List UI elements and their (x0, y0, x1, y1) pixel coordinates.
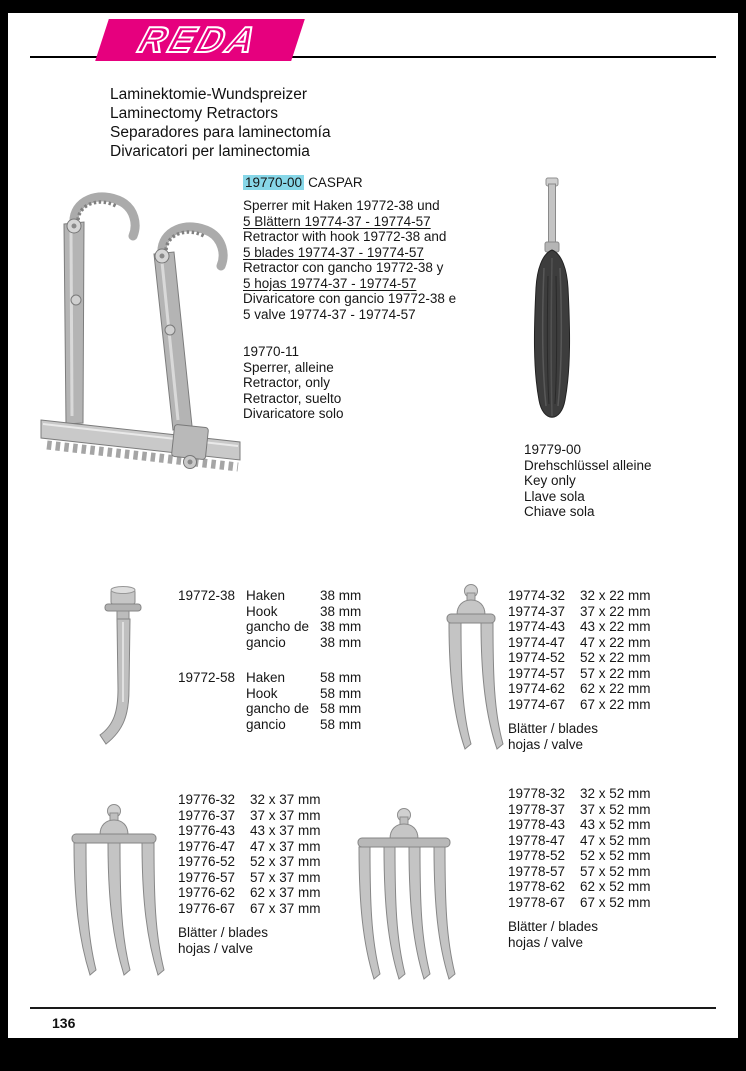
hook-row (246, 604, 361, 620)
description-line: Retractor con gancho 19772-38 y (243, 260, 444, 275)
two-prong-blade-drawing (436, 582, 506, 760)
blade-size: 62 x 52 mm (580, 879, 651, 894)
hook-row (246, 701, 361, 717)
blade-rows (508, 786, 651, 910)
hook-size: 58 mm (320, 716, 362, 732)
blade-code: 19774-62 (508, 681, 566, 696)
blade-code: 19774-32 (508, 588, 566, 603)
title-line: Divaricatori per laminectomia (110, 143, 310, 160)
hook-name: gancio (246, 634, 286, 650)
blade-row (178, 885, 321, 901)
hook-rows (246, 588, 361, 650)
text-line: Retractor, only (243, 375, 331, 390)
key-only-block (524, 442, 652, 520)
hook-size: 58 mm (320, 701, 362, 716)
text-line: Divaricatore solo (243, 406, 344, 421)
blade-size: 57 x 52 mm (580, 863, 651, 879)
blade-table-19776 (178, 792, 321, 956)
title-line: Separadores para laminectomía (110, 124, 331, 141)
blade-size: 47 x 22 mm (580, 634, 651, 650)
text-line: Sperrer, alleine (243, 359, 334, 375)
blade-row (508, 848, 651, 864)
blade-caption (178, 925, 321, 956)
blade-code: 19774-67 (508, 696, 566, 712)
blade-size: 52 x 22 mm (580, 650, 651, 665)
hook-block-38 (178, 588, 361, 650)
hook-rows (246, 670, 361, 732)
reda-logo-text: REDA (133, 19, 265, 60)
blade-row (508, 895, 651, 911)
blade-rows (508, 588, 651, 712)
blade-row (178, 854, 321, 870)
caption-line: Blätter / blades (508, 721, 599, 736)
hook-code: 19772-58 (178, 670, 236, 685)
blade-code: 19778-47 (508, 832, 566, 848)
blade-size: 32 x 37 mm (250, 792, 321, 807)
blade-rows (178, 792, 321, 916)
blade-code: 19776-32 (178, 792, 236, 807)
blade-size: 43 x 22 mm (580, 619, 651, 634)
blade-code: 19778-37 (508, 801, 566, 817)
blade-code: 19776-67 (178, 900, 236, 916)
caption-line: hojas / valve (508, 736, 584, 752)
blade-size: 62 x 22 mm (580, 681, 651, 696)
hook-name: Hook (246, 685, 278, 701)
hook-size: 58 mm (320, 685, 362, 701)
blade-size: 57 x 37 mm (250, 869, 321, 885)
hook-table (178, 588, 361, 752)
text-line: Retractor, suelto (243, 390, 342, 406)
hook-row (246, 635, 361, 651)
blade-row (178, 839, 321, 855)
blade-size: 37 x 37 mm (250, 807, 321, 823)
page-border-bottom (0, 1038, 746, 1071)
blade-code: 19776-57 (178, 869, 236, 885)
hook-name: gancio (246, 716, 286, 732)
caption-line: Blätter / blades (508, 919, 599, 934)
page-border-right (738, 0, 746, 1071)
hook-row (246, 619, 361, 635)
hook-name: Haken (246, 670, 286, 685)
title-line: Laminectomy Retractors (110, 105, 278, 122)
hook-size: 38 mm (320, 619, 362, 634)
text-line: Drehschlüssel alleine (524, 457, 652, 473)
blade-row (178, 870, 321, 886)
retractor-only-block (243, 344, 344, 422)
blade-row (508, 666, 651, 682)
hook-name: Hook (246, 603, 278, 619)
blade-row (178, 792, 321, 808)
blade-size: 67 x 52 mm (580, 894, 651, 910)
description-line: 5 blades 19774-37 - 19774-57 (243, 244, 424, 260)
blade-code: 19778-32 (508, 786, 566, 801)
blade-row (508, 650, 651, 666)
blade-caption (508, 919, 651, 950)
hook-row (246, 588, 361, 604)
caption-line: Blätter / blades (178, 925, 269, 940)
blade-size: 32 x 52 mm (580, 786, 651, 801)
blade-size: 37 x 22 mm (580, 603, 651, 619)
three-prong-blade-drawing (58, 802, 170, 988)
blade-code: 19776-62 (178, 885, 236, 900)
blade-row (178, 808, 321, 824)
blade-code: 19774-52 (508, 650, 566, 665)
blade-row (508, 588, 651, 604)
blade-size: 67 x 22 mm (580, 696, 651, 712)
hook-name: gancho de (246, 619, 310, 634)
page-border-left (0, 0, 8, 1071)
hook-photo (84, 584, 164, 761)
four-prong-blade-photo (350, 806, 458, 999)
blade-size: 43 x 37 mm (250, 823, 321, 838)
blade-row (508, 817, 651, 833)
blade-row (178, 901, 321, 917)
key-drawing (516, 176, 588, 434)
blade-size: 67 x 37 mm (250, 900, 321, 916)
hook-drawing (84, 584, 164, 756)
blade-row (508, 802, 651, 818)
blade-size: 32 x 22 mm (580, 588, 651, 603)
blade-code: 19776-37 (178, 807, 236, 823)
two-prong-blade-photo (436, 582, 506, 765)
blade-code: 19776-52 (178, 854, 236, 869)
key-photo (516, 176, 588, 439)
blade-table-19778 (508, 786, 651, 950)
product-code: 19770-11 (243, 344, 300, 359)
blade-table-19774 (508, 588, 651, 752)
blade-size: 52 x 37 mm (250, 854, 321, 869)
description-line: Retractor with hook 19772-38 and (243, 229, 447, 244)
hook-size: 38 mm (320, 603, 362, 619)
blade-row (508, 833, 651, 849)
hook-name: gancho de (246, 701, 310, 716)
description-line: 5 hojas 19774-37 - 19774-57 (243, 275, 417, 291)
blade-code: 19774-47 (508, 634, 566, 650)
blade-row (508, 697, 651, 713)
blade-code: 19776-43 (178, 823, 236, 838)
page-title (110, 85, 331, 161)
blade-row (508, 786, 651, 802)
hook-block-58 (178, 670, 361, 732)
product-code-highlighted: 19770-00 (245, 175, 303, 190)
blade-code: 19776-47 (178, 838, 236, 854)
reda-logo (95, 19, 305, 61)
blade-size: 47 x 52 mm (580, 832, 651, 848)
page-border-top (0, 0, 746, 13)
text-line: Llave sola (524, 488, 585, 504)
blade-row (508, 604, 651, 620)
text-line: Key only (524, 473, 576, 488)
hook-size: 38 mm (320, 634, 362, 650)
description-line: 5 Blättern 19774-37 - 19774-57 (243, 213, 431, 229)
blade-row (178, 823, 321, 839)
hook-row (246, 670, 361, 686)
blade-code: 19778-57 (508, 863, 566, 879)
blade-size: 43 x 52 mm (580, 817, 651, 832)
hook-size: 38 mm (320, 588, 362, 603)
key-only-lines (524, 458, 652, 520)
description-line: Divaricatore con gancio 19772-38 e (243, 291, 457, 306)
blade-size: 52 x 52 mm (580, 848, 651, 863)
blade-size: 62 x 37 mm (250, 885, 321, 900)
blade-row (508, 681, 651, 697)
blade-size: 57 x 22 mm (580, 665, 651, 681)
caption-line: hojas / valve (178, 940, 254, 956)
blade-row (508, 879, 651, 895)
blade-row (508, 619, 651, 635)
description-line: Sperrer mit Haken 19772-38 und (243, 198, 440, 213)
product-name: CASPAR (308, 175, 363, 190)
blade-code: 19778-62 (508, 879, 566, 894)
blade-code: 19774-57 (508, 665, 566, 681)
blade-code: 19778-67 (508, 894, 566, 910)
caption-line: hojas / valve (508, 934, 584, 950)
product-heading (243, 175, 363, 191)
blade-row (508, 864, 651, 880)
blade-code: 19778-43 (508, 817, 566, 832)
hook-row (246, 686, 361, 702)
hook-row (246, 717, 361, 733)
blade-code: 19778-52 (508, 848, 566, 863)
three-prong-blade-photo (58, 802, 170, 993)
four-prong-blade-drawing (350, 806, 458, 994)
page-number: 136 (52, 1015, 76, 1031)
blade-size: 37 x 52 mm (580, 801, 651, 817)
caspar-retractor-photo (33, 190, 248, 510)
blade-row (508, 635, 651, 651)
hook-name: Haken (246, 588, 286, 603)
blade-code: 19774-43 (508, 619, 566, 634)
text-line: Chiave sola (524, 504, 595, 519)
hook-size: 58 mm (320, 670, 362, 685)
blade-size: 47 x 37 mm (250, 838, 321, 854)
footer-rule (30, 1007, 716, 1009)
product-code: 19779-00 (524, 442, 582, 457)
blade-caption (508, 721, 651, 752)
description-line: 5 valve 19774-37 - 19774-57 (243, 306, 416, 322)
blade-code: 19774-37 (508, 603, 566, 619)
retractor-only-lines (243, 360, 344, 422)
hook-code: 19772-38 (178, 588, 236, 603)
caspar-retractor-drawing (33, 190, 248, 505)
product-description (243, 198, 456, 322)
title-line: Laminektomie-Wundspreizer (110, 86, 307, 103)
